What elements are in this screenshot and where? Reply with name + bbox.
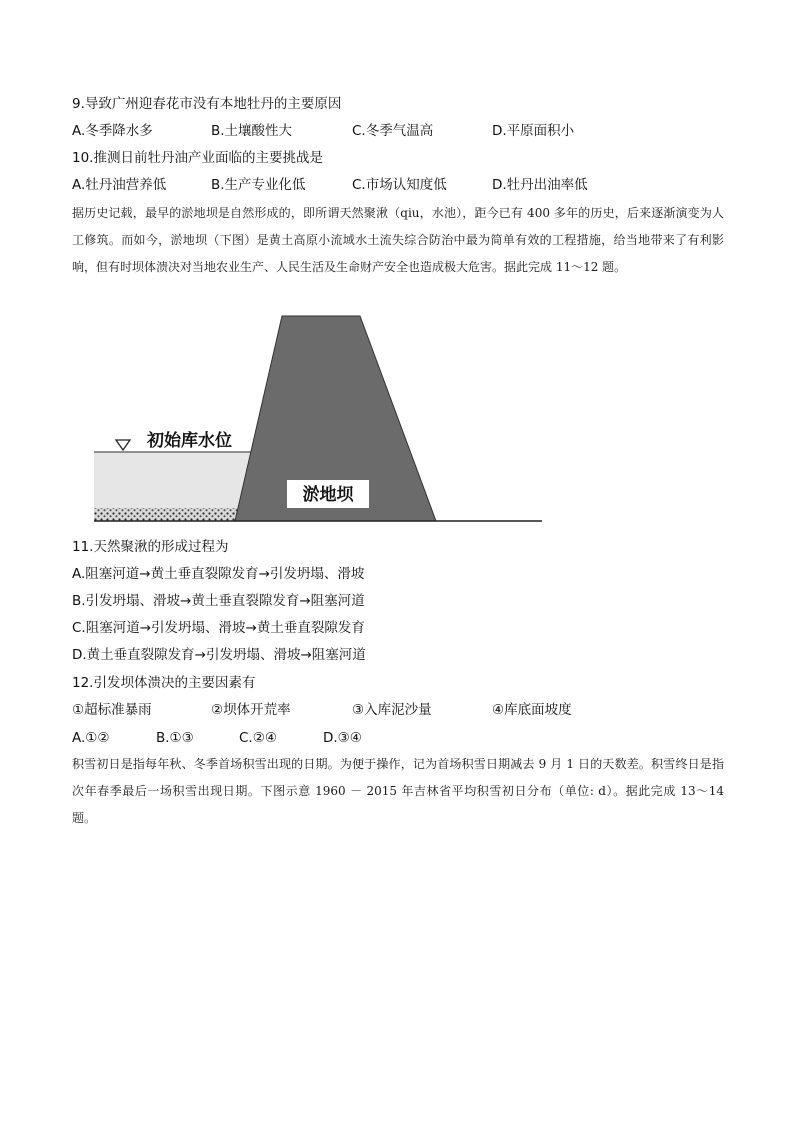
sediment-layer — [94, 508, 246, 521]
question-10-option-b: B.生产专业化低 — [211, 177, 306, 193]
question-12-factor-2: ②坝体开荒率 — [211, 702, 291, 718]
dam-label: 淤地坝 — [302, 485, 354, 505]
water-level-label: 初始库水位 — [147, 431, 232, 451]
question-12-option-d: D.③④ — [323, 730, 362, 746]
question-12-factor-1: ①超标准暴雨 — [72, 702, 152, 718]
question-9-option-a: A.冬季降水多 — [72, 123, 153, 139]
question-11-option-d: D.黄土垂直裂隙发育→引发坍塌、滑坡→阻塞河道 — [72, 647, 366, 663]
question-10-option-a: A.牡丹油营养低 — [72, 177, 167, 193]
question-10-option-d: D.牡丹出油率低 — [492, 177, 588, 193]
question-9-option-b: B.土壤酸性大 — [211, 123, 293, 139]
question-10-stem: 10.推测日前牡丹油产业面临的主要挑战是 — [72, 150, 323, 166]
question-12-factor-4: ④库底面坡度 — [492, 702, 572, 718]
question-9-option-c: C.冬季气温高 — [352, 123, 434, 139]
question-12-option-a: A.①② — [72, 730, 110, 746]
question-11-option-b: B.引发坍塌、滑坡→黄土垂直裂隙发育→阻塞河道 — [72, 593, 365, 609]
passage-check-dam: 据历史记载，最早的淤地坝是自然形成的，即所谓天然聚湫（qiu，水池），距今已有 400 多年的历史，后来逐渐演变为人工修筑。而如今，淤地坝（下图）是黄土高原小流域水土流失综合防治中最为简单有效的工程措施，给当地带来了有利影响，但有时坝体溃决对当地农业生产、人民生活及生命财产安全也造成极大危害。据此完成 11～12 题。 — [72, 206, 724, 274]
question-9-option-d: D.平原面积小 — [492, 123, 575, 139]
question-12-option-b: B.①③ — [156, 730, 194, 746]
reservoir-water — [94, 452, 254, 508]
question-11-stem: 11.天然聚湫的形成过程为 — [72, 539, 229, 555]
question-12-factor-3: ③入库泥沙量 — [352, 702, 432, 718]
water-level-triangle-icon — [116, 440, 130, 450]
question-12-stem: 12.引发坝体溃决的主要因素有 — [72, 675, 256, 691]
passage-snow-cover: 积雪初日是指每年秋、冬季首场积雪出现的日期。为便于操作，记为首场积雪日期减去 9 月 1 日的天数差。积雪终日是指次年春季最后一场积雪出现日期。下图示意 1960 － 2015 年吉林省平均积雪初日分布（单位: d）。据此完成 13～14 题。 — [72, 757, 724, 825]
question-12-option-c: C.②④ — [239, 730, 277, 746]
question-10-option-c: C.市场认知度低 — [352, 177, 447, 193]
question-11-option-a: A.阻塞河道→黄土垂直裂隙发育→引发坍塌、滑坡 — [72, 566, 365, 582]
check-dam-diagram — [94, 314, 546, 526]
question-9-stem: 9.导致广州迎春花市没有本地牡丹的主要原因 — [72, 96, 342, 112]
question-11-option-c: C.阻塞河道→引发坍塌、滑坡→黄土垂直裂隙发育 — [72, 620, 365, 636]
